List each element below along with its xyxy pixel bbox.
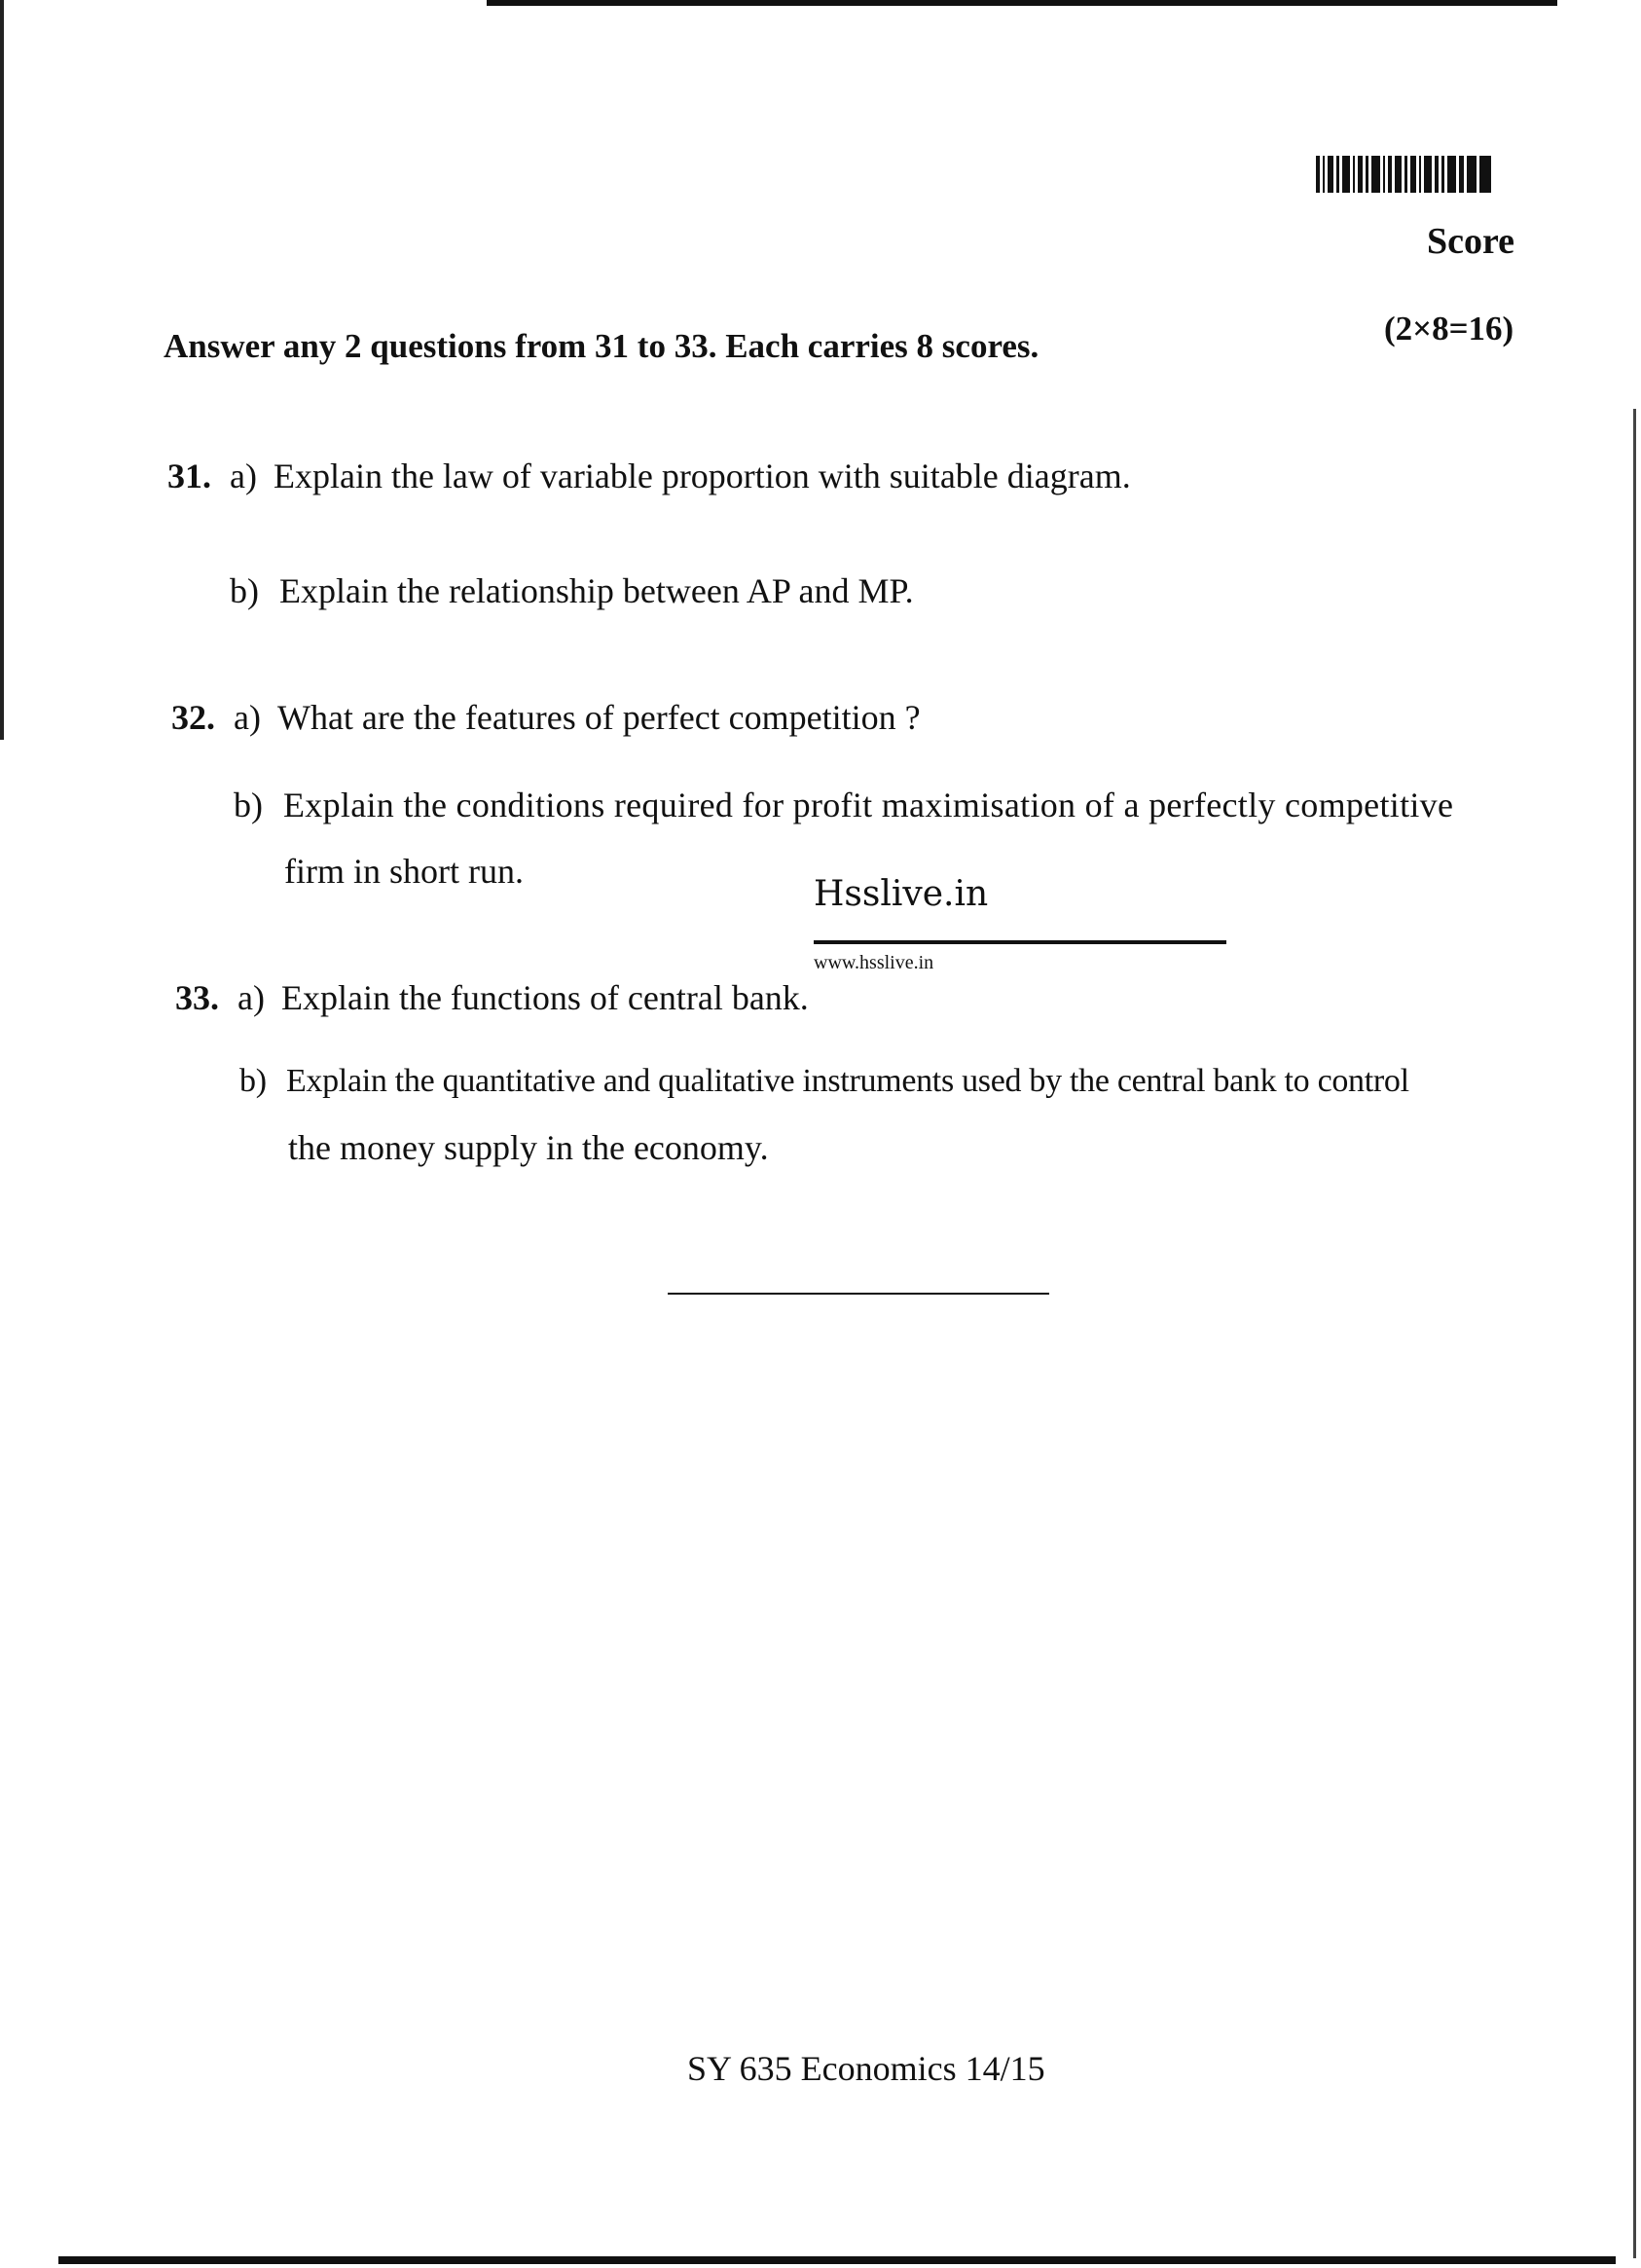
question-text: What are the features of perfect competition ? <box>276 698 921 737</box>
question-number: 31. <box>167 457 211 495</box>
question-31-part-a <box>167 456 1131 496</box>
question-32-part-b <box>234 785 1453 825</box>
part-letter: a) <box>237 978 265 1017</box>
section-instruction: Answer any 2 questions from 31 to 33. Each carries 8 scores. <box>164 327 1039 365</box>
question-text: Explain the law of variable proportion with suitable diagram. <box>273 457 1131 495</box>
question-33-part-b <box>239 1063 1409 1100</box>
score-column-heading: Score <box>1427 221 1515 262</box>
question-32-part-b-continued: firm in short run. <box>284 852 524 891</box>
barcode-icon <box>1316 156 1520 193</box>
section-score-total: (2×8=16) <box>1384 310 1514 348</box>
watermark-site: Hsslive.in <box>814 874 989 914</box>
part-letter: b) <box>239 1063 267 1099</box>
end-of-questions-line <box>668 1293 1049 1295</box>
page-footer-code: SY 635 Economics 14/15 <box>687 2049 1045 2088</box>
part-letter: a) <box>230 457 257 495</box>
part-letter: a) <box>234 698 261 737</box>
question-text: Explain the functions of central bank. <box>280 978 809 1017</box>
watermark-underline <box>814 940 1226 944</box>
scan-top-edge <box>487 0 1557 6</box>
question-33-part-a <box>175 977 809 1018</box>
question-number: 32. <box>171 698 215 737</box>
question-text: Explain the conditions required for profit maximisation of a perfectly competitive <box>283 786 1454 824</box>
question-33-part-b-continued: the money supply in the economy. <box>288 1128 769 1167</box>
scan-bottom-edge <box>58 2256 1616 2264</box>
question-text: Explain the relationship between AP and MP. <box>279 571 914 610</box>
question-number: 33. <box>175 978 219 1017</box>
question-32-part-a <box>171 697 921 738</box>
part-letter: b) <box>230 571 259 610</box>
question-text: Explain the quantitative and qualitative instruments used by the central bank to control <box>285 1063 1409 1099</box>
question-31-part-b <box>230 570 914 611</box>
part-letter: b) <box>234 786 263 824</box>
scan-left-edge <box>0 0 4 740</box>
scan-right-edge <box>1633 409 1636 2258</box>
watermark-url: www.hsslive.in <box>814 952 934 973</box>
